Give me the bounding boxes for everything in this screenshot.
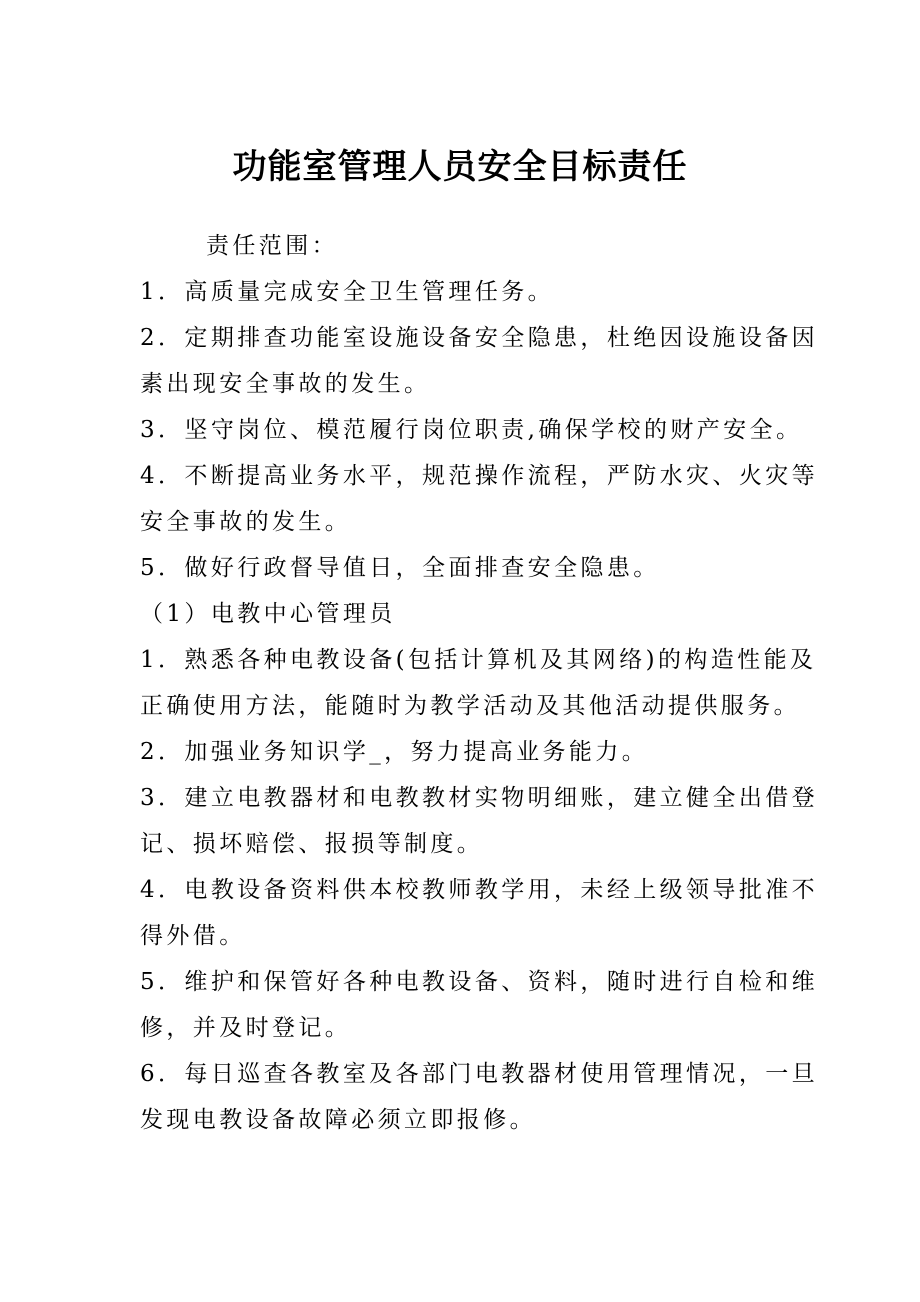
document-body <box>140 223 819 1143</box>
paragraph-line: 安全事故的发生。 <box>140 509 352 535</box>
paragraph-line: 6．每日巡查各教室及各部门电教器材使用管理情况，一旦 <box>140 1061 819 1087</box>
paragraph-line: 正确使用方法，能随时为教学活动及其他活动提供服务。 <box>140 693 800 719</box>
document-title: 功能室管理人员安全目标责任 <box>232 147 688 187</box>
paragraph-line: 1．高质量完成安全卫生管理任务。 <box>140 279 555 305</box>
paragraph-line: 4．电教设备资料供本校教师教学用，未经上级领导批准不 <box>140 877 819 903</box>
paragraph-line: 2．加强业务知识学_，努力提高业务能力。 <box>140 739 649 765</box>
paragraph-line: 发现电教设备故障必须立即报修。 <box>140 1107 536 1133</box>
section-heading-scope: 责任范围： <box>206 233 338 259</box>
paragraph-line: 得外借。 <box>140 923 246 949</box>
paragraph-line: 素出现安全事故的发生。 <box>140 371 431 397</box>
subsection-heading: （1）电教中心管理员 <box>140 601 396 627</box>
paragraph-line: 5．做好行政督导值日，全面排查安全隐患。 <box>140 555 660 581</box>
paragraph-line: 修，并及时登记。 <box>140 1015 352 1041</box>
paragraph-line: 2．定期排查功能室设施设备安全隐患，杜绝因设施设备因 <box>140 325 819 351</box>
paragraph-line: 5．维护和保管好各种电教设备、资料，随时进行自检和维 <box>140 969 819 995</box>
paragraph-line: 4．不断提高业务水平，规范操作流程，严防水灾、火灾等 <box>140 463 819 489</box>
paragraph-line: 3．坚守岗位、模范履行岗位职责,确保学校的财产安全。 <box>140 417 803 443</box>
paragraph-line: 3．建立电教器材和电教教材实物明细账，建立健全出借登 <box>140 785 819 811</box>
paragraph-line: 记、损坏赔偿、报损等制度。 <box>140 831 484 857</box>
paragraph-line: 1．熟悉各种电教设备(包括计算机及其网络)的构造性能及 <box>140 647 817 673</box>
